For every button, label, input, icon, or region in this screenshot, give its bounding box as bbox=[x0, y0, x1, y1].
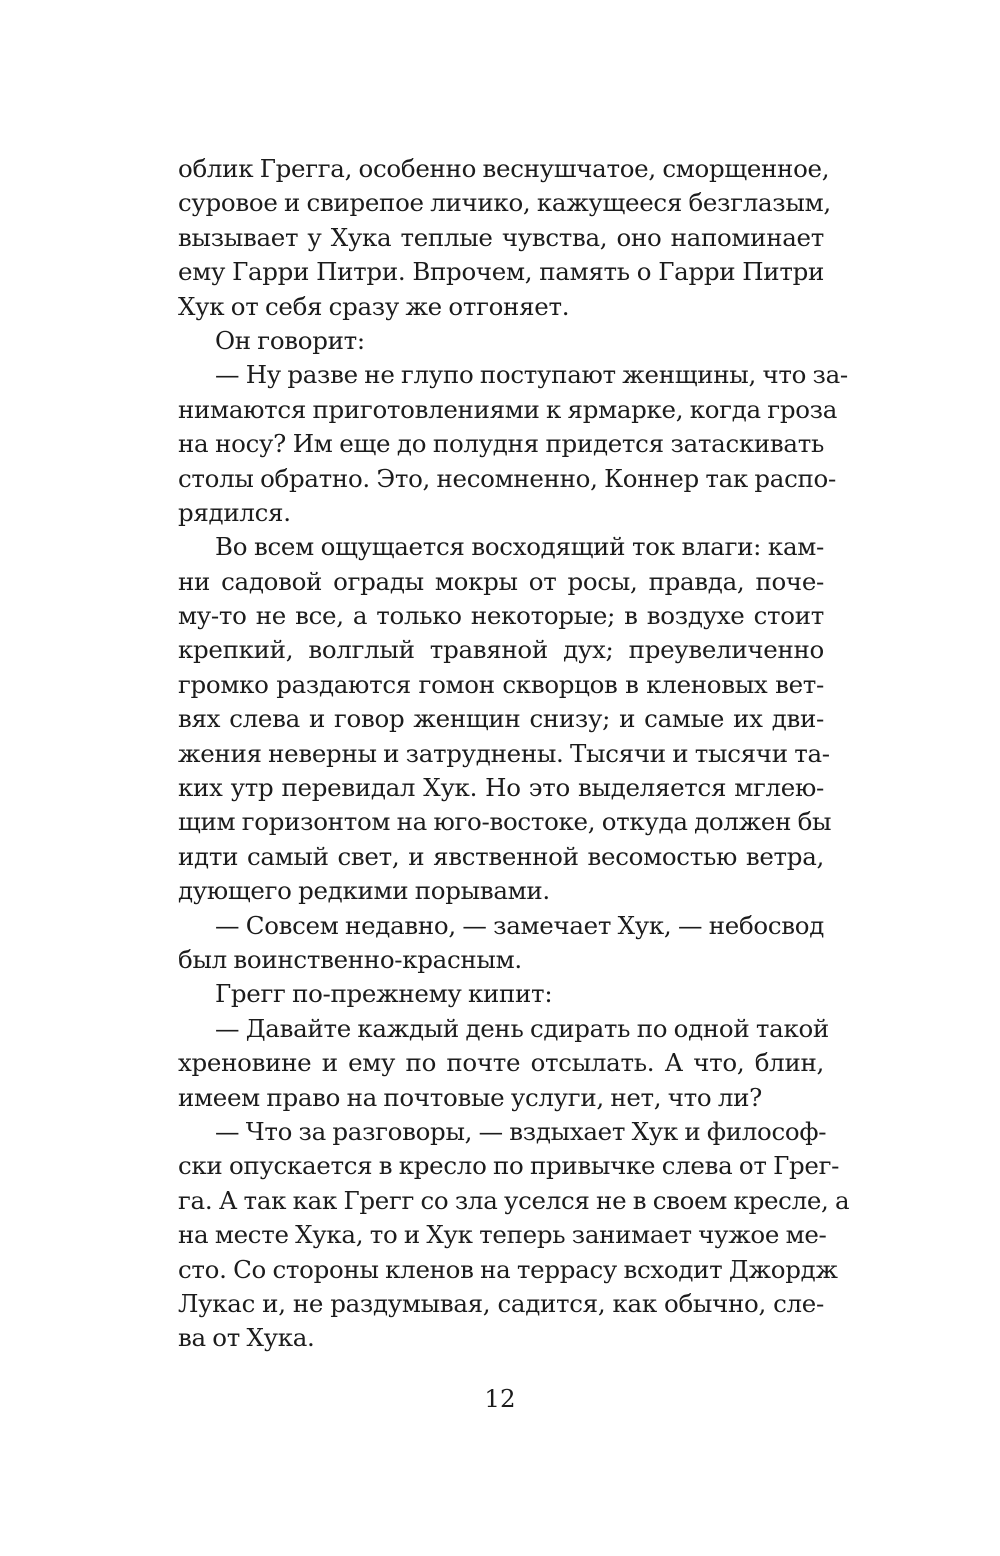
body-text bbox=[178, 152, 850, 1356]
text-line: — Совсем недавно, — замечает Хук, — небосвод bbox=[215, 910, 824, 940]
text-line: ему Гарри Питри. Впрочем, память о Гарри Питри bbox=[178, 257, 824, 287]
text-line: столы обратно. Это, несомненно, Коннер так распо- bbox=[178, 463, 836, 493]
text-line: вях слева и говор женщин снизу; и самые их дви- bbox=[178, 704, 824, 734]
text-line: га. А так как Грегг со зла уселся не в своем кресле, а bbox=[178, 1185, 850, 1215]
text-line: облик Грегга, особенно веснушчатое, сморщенное, bbox=[178, 154, 830, 183]
text-line: Хук от себя сразу же отгоняет. bbox=[178, 291, 570, 321]
text-line: ни садовой ограды мокры от росы, правда, поче- bbox=[178, 566, 824, 596]
text-line: громко раздаются гомон скворцов в кленовых вет- bbox=[178, 669, 824, 699]
text-line: му-то не все, а только некоторые; в воздухе стоит bbox=[178, 601, 824, 631]
text-line: щим горизонтом на юго-востоке, откуда должен бы bbox=[178, 807, 832, 837]
text-line: на месте Хука, то и Хук теперь занимает чужое ме- bbox=[178, 1220, 827, 1250]
text-line: суровое и свирепое личико, кажущееся безглазым, bbox=[178, 188, 831, 218]
text-line: вызывает у Хука теплые чувства, оно напоминает bbox=[178, 222, 824, 252]
text-line: ва от Хука. bbox=[178, 1323, 315, 1353]
text-line: рядился. bbox=[178, 497, 291, 527]
page-number: 12 bbox=[484, 1384, 516, 1413]
text-line: хреновине и ему по почте отсылать. А что, блин, bbox=[178, 1048, 824, 1078]
text-line: Грегг по-прежнему кипит: bbox=[215, 979, 553, 1009]
text-line: имеем право на почтовые услуги, нет, что ли? bbox=[178, 1082, 762, 1112]
text-line: идти самый свет, и явственной весомостью ветра, bbox=[178, 841, 824, 871]
text-line: нимаются приготовлениями к ярмарке, когда гроза bbox=[178, 394, 838, 424]
text-line: сто. Со стороны кленов на террасу всходит Джордж bbox=[178, 1254, 838, 1284]
text-line: — Ну разве не глупо поступают женщины, что за- bbox=[215, 360, 848, 390]
text-line: на носу? Им еще до полудня придется затаскивать bbox=[178, 429, 824, 459]
text-line: ких утр перевидал Хук. Но это выделяется мглею- bbox=[178, 773, 824, 803]
text-line: ски опускается в кресло по привычке слева от Грег- bbox=[178, 1151, 840, 1181]
text-line: дующего редкими порывами. bbox=[178, 876, 550, 906]
text-line: — Давайте каждый день сдирать по одной такой bbox=[215, 1013, 829, 1043]
text-line: был воинственно-красным. bbox=[178, 944, 522, 974]
text-line: Во всем ощущается восходящий ток влаги: кам- bbox=[215, 532, 824, 562]
text-line: Он говорит: bbox=[215, 325, 365, 355]
text-line: крепкий, волглый травяной дух; преувеличенно bbox=[178, 635, 824, 665]
text-line: Лукас и, не раздумывая, садится, как обычно, сле- bbox=[178, 1288, 824, 1318]
text-line: жения неверны и затруднены. Тысячи и тысячи та- bbox=[178, 738, 830, 768]
text-line: — Что за разговоры, — вздыхает Хук и философ- bbox=[215, 1116, 827, 1146]
